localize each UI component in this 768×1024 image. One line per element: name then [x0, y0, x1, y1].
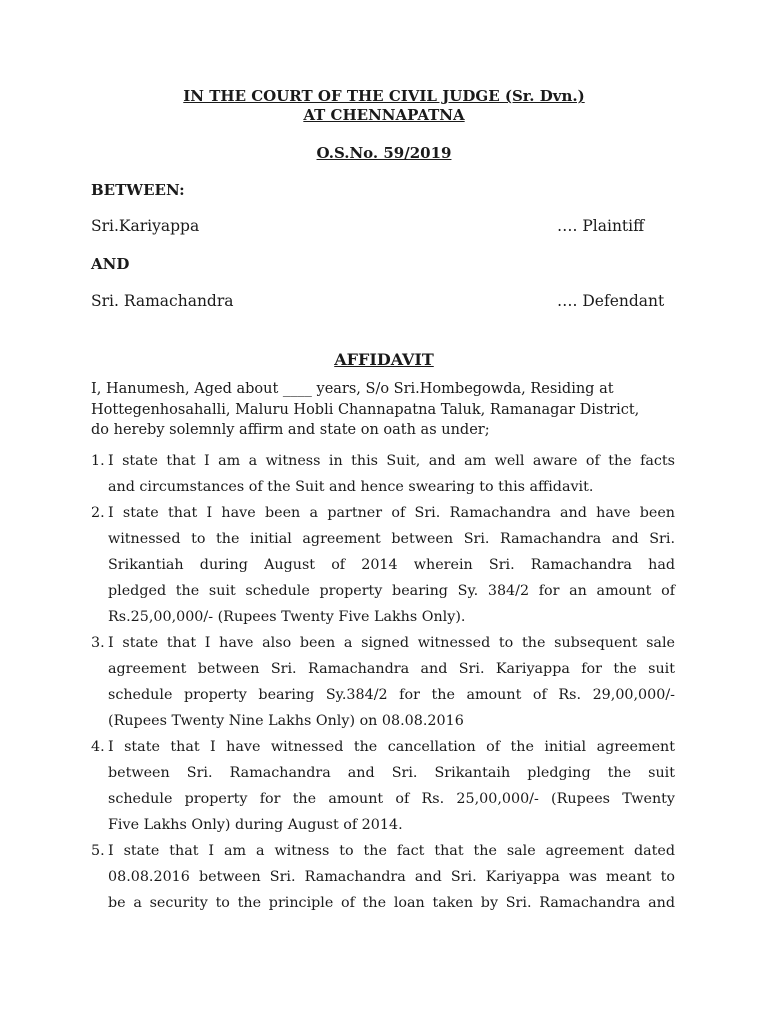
statement-number: 1. — [91, 453, 105, 469]
statement-line: I state that I am a witness to the fact that the sale agreement dated — [108, 843, 675, 859]
statement-line: pledged the suit schedule property bearing Sy. 384/2 for an amount of — [108, 583, 675, 599]
statement-number: 2. — [91, 505, 105, 521]
statement-line: and circumstances of the Suit and hence swearing to this affidavit. — [108, 479, 594, 495]
statement-line: schedule property bearing Sy.384/2 for the amount of Rs. 29,00,000/- — [108, 687, 675, 703]
statement-line: schedule property for the amount of Rs. 25,00,000/- (Rupees Twenty — [108, 791, 675, 807]
plaintiff-role: …. Plaintiff — [557, 217, 645, 235]
affidavit-title: AFFIDAVIT — [334, 350, 434, 369]
court-heading-line1: IN THE COURT OF THE CIVIL JUDGE (Sr. Dvn.) — [183, 87, 585, 105]
statement-line: be a security to the principle of the loan taken by Sri. Ramachandra and — [108, 895, 675, 911]
intro-line: Hottegenhosahalli, Maluru Hobli Channapatna Taluk, Ramanagar District, — [91, 401, 640, 418]
statement-line: witnessed to the initial agreement between Sri. Ramachandra and Sri. — [108, 531, 675, 547]
statement-line: Rs.25,00,000/- (Rupees Twenty Five Lakhs Only). — [108, 609, 466, 625]
statement-item — [91, 500, 675, 630]
statement-item — [91, 448, 675, 500]
statement-number: 4. — [91, 739, 105, 755]
defendant-role: …. Defendant — [557, 292, 665, 310]
statement-line: (Rupees Twenty Nine Lakhs Only) on 08.08.2016 — [108, 713, 464, 729]
intro-paragraph — [91, 379, 681, 441]
statement-number: 3. — [91, 635, 105, 651]
statement-line: I state that I have witnessed the cancellation of the initial agreement — [108, 739, 675, 755]
intro-line: do hereby solemnly affirm and state on oath as under; — [91, 422, 490, 438]
statement-line: I state that I am a witness in this Suit, and am well aware of the facts — [108, 453, 675, 469]
statement-item — [91, 630, 675, 734]
intro-line: I, Hanumesh, Aged about ____ years, S/o Sri.Hombegowda, Residing at — [91, 381, 614, 397]
statement-list — [91, 448, 675, 916]
defendant-name: Sri. Ramachandra — [91, 292, 234, 310]
statement-number: 5. — [91, 843, 105, 859]
statement-line: I state that I have been a partner of Sri. Ramachandra and have been — [108, 505, 675, 521]
statement-line: Srikantiah during August of 2014 wherein Sri. Ramachandra had — [108, 557, 675, 573]
and-label: AND — [91, 255, 130, 273]
suit-number: O.S.No. 59/2019 — [316, 144, 452, 162]
statement-line: Five Lakhs Only) during August of 2014. — [108, 817, 403, 833]
statement-line: between Sri. Ramachandra and Sri. Srikantaih pledging the suit — [108, 765, 675, 781]
plaintiff-name: Sri.Kariyappa — [91, 217, 200, 235]
statement-item — [91, 734, 675, 838]
between-label: BETWEEN: — [91, 181, 185, 199]
statement-line: 08.08.2016 between Sri. Ramachandra and Sri. Kariyappa was meant to — [108, 869, 675, 885]
statement-line: I state that I have also been a signed witnessed to the subsequent sale — [108, 635, 675, 651]
statement-line: agreement between Sri. Ramachandra and Sri. Kariyappa for the suit — [108, 661, 675, 677]
statement-item — [91, 838, 675, 916]
court-heading-line2: AT CHENNAPATNA — [303, 106, 465, 124]
